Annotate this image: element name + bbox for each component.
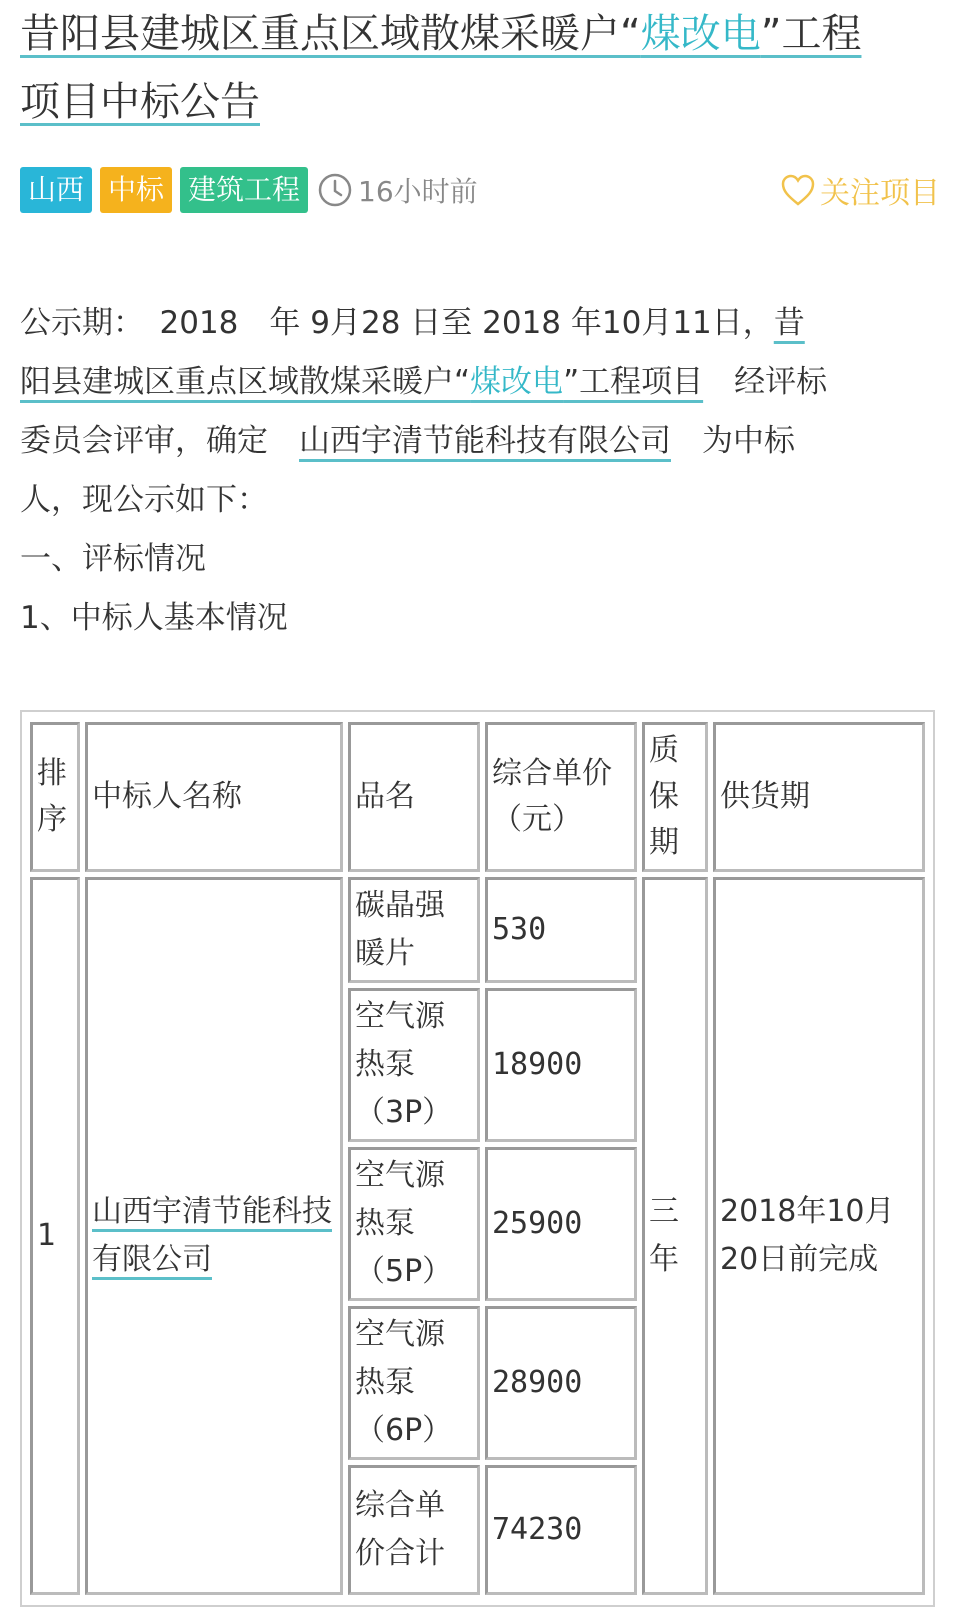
body-line	[20, 353, 940, 412]
cell-product: 空气源热泵（3P）	[348, 988, 480, 1142]
cell-product: 综合单价合计	[348, 1465, 480, 1595]
cell-product: 空气源热泵（6P）	[348, 1306, 480, 1460]
text: 为中标	[671, 423, 795, 459]
header-price: 综合单价（元）	[485, 722, 637, 872]
header-delivery: 供货期	[713, 722, 925, 872]
cell-price: 25900	[485, 1147, 637, 1301]
cell-price: 530	[485, 877, 637, 983]
heart-icon	[780, 173, 816, 207]
tag-category[interactable]: 建筑工程	[180, 167, 308, 213]
tag-region[interactable]: 山西	[20, 167, 92, 213]
text: 经评标	[703, 364, 828, 400]
meta-row	[20, 166, 940, 214]
time-text: 16小时前	[358, 175, 478, 208]
text: 委员会评审，确定	[20, 423, 299, 459]
section-heading: 一、评标情况	[20, 541, 206, 577]
header-product: 品名	[348, 722, 480, 872]
body-line	[20, 412, 940, 471]
project-link[interactable]: 阳县建城区重点区域散煤采暖户“煤改电”工程项目	[20, 364, 704, 400]
page	[20, 0, 940, 1571]
announcement-body	[20, 294, 940, 648]
subsection-heading: 1、中标人基本情况	[20, 600, 288, 636]
project-link[interactable]: 昔	[773, 305, 805, 341]
title-line2: 项目中标公告	[20, 79, 260, 125]
body-line	[20, 294, 940, 353]
body-line: 人，现公示如下：	[20, 482, 268, 518]
winner-table	[20, 710, 935, 1607]
company-link[interactable]: 山西宇清节能科技有限公司	[299, 423, 671, 459]
follow-label: 关注项目	[820, 176, 940, 211]
cell-warranty: 三年	[642, 877, 708, 1595]
cell-rank: 1	[30, 877, 80, 1595]
cell-product: 碳晶强暖片	[348, 877, 480, 983]
cell-price: 74230	[485, 1465, 637, 1595]
clock-icon	[318, 173, 352, 207]
company-link[interactable]: 山西宇清节能科技有限公司	[92, 1194, 332, 1277]
publish-time	[318, 170, 478, 210]
cell-price: 18900	[485, 988, 637, 1142]
follow-button[interactable]	[780, 168, 940, 212]
page-title	[20, 0, 940, 136]
text: 公示期： 2018 年 9月28 日至 2018 年10月11日，	[20, 305, 774, 341]
tag-type[interactable]: 中标	[100, 167, 172, 213]
cell-product: 空气源热泵（5P）	[348, 1147, 480, 1301]
table-row	[30, 877, 925, 983]
header-rank: 排序	[30, 722, 80, 872]
cell-company	[85, 877, 343, 1595]
cell-delivery: 2018年10月20日前完成	[713, 877, 925, 1595]
cell-price: 28900	[485, 1306, 637, 1460]
table-header-row	[30, 722, 925, 872]
header-warranty: 质保期	[642, 722, 708, 872]
title-line1: 昔阳县建城区重点区域散煤采暖户“煤改电”工程	[20, 11, 862, 57]
header-company: 中标人名称	[85, 722, 343, 872]
